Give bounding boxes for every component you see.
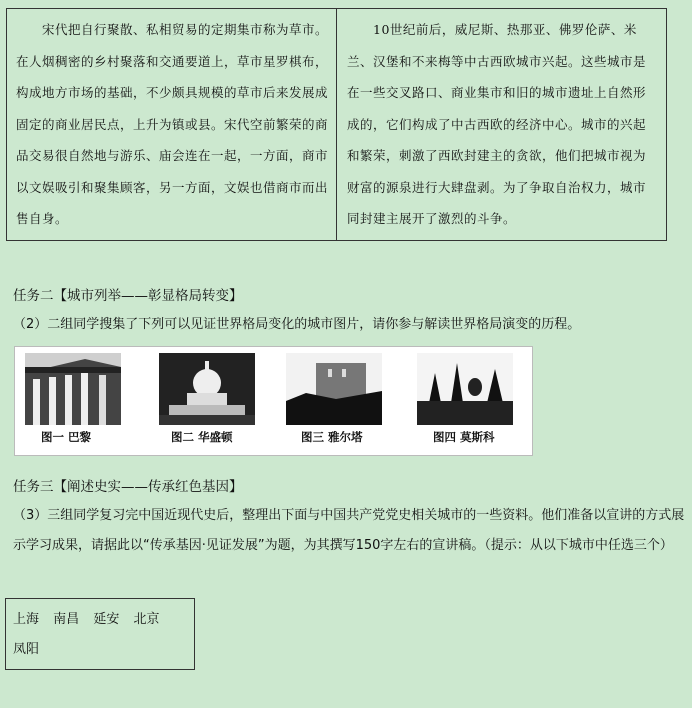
task2-title: 任务二【城市列举——彰显格局转变】 — [13, 288, 243, 304]
task3-desc: （3）三组同学复习完中国近现代史后，整理出下面与中国共产党党史相关城市的一些资料。他们准备以宣讲的方式展示学习成果，请据此以“传承基因·见证发展”为题，为其撰写150字左右的宣讲稿。（提示：从以下城市中任选三个） — [13, 508, 685, 553]
passage-right-text: 10世纪前后，威尼斯、热那亚、佛罗伦萨、米兰、汉堡和不来梅等中古西欧城市兴起。这些城市是在一些交叉路口、商业集市和旧的城市遗址上自然形成的，它们构成了中古西欧的经济中心。城市的兴起和繁荣，刺激了西欧封建主的贪欲，他们把城市视为财富的源泉进行大肆盘剥。为了争取自治权力，城市同封建主展开了激烈的斗争。 — [347, 22, 647, 226]
image-caption-1: 图一 巴黎 — [41, 430, 92, 444]
passage-table — [6, 8, 667, 241]
city-images-panel — [14, 346, 533, 456]
paris-building-photo — [25, 353, 121, 425]
task2-desc: （2）二组同学搜集了下列可以见证世界格局变化的城市图片，请你参与解读世界格局演变的历程。 — [13, 317, 581, 332]
moscow-kremlin-photo — [417, 353, 513, 425]
washington-capitol-photo — [159, 353, 255, 425]
city-beijing: 北京 — [133, 612, 160, 627]
passage-song-caoshi — [7, 9, 337, 240]
image-caption-4: 图四 莫斯科 — [433, 430, 495, 444]
city-yanan: 延安 — [93, 612, 120, 627]
city-fengyang: 凤阳 — [13, 642, 40, 657]
image-caption-2: 图二 华盛顿 — [171, 430, 233, 444]
city-list-box — [5, 598, 195, 670]
passage-medieval-cities — [337, 9, 666, 240]
passage-left-text: 宋代把自行聚散、私相贸易的定期集市称为草市。在人烟稠密的乡村聚落和交通要道上，草市星罗棋布，构成地方市场的基础，不少颇具规模的草市后来发展成固定的商业居民点，上升为镇或县。宋代空前繁荣的商品交易很自然地与游乐、庙会连在一起，一方面，商市以文娱吸引和聚集顾客，另一方面，文娱也借商市而出售自身。 — [16, 22, 329, 226]
image-caption-3: 图三 雅尔塔 — [301, 430, 363, 444]
yalta-palace-photo — [286, 353, 382, 425]
city-nanchang: 南昌 — [53, 612, 80, 627]
city-shanghai: 上海 — [13, 612, 40, 627]
task3-title: 任务三【阐述史实——传承红色基因】 — [13, 479, 243, 495]
